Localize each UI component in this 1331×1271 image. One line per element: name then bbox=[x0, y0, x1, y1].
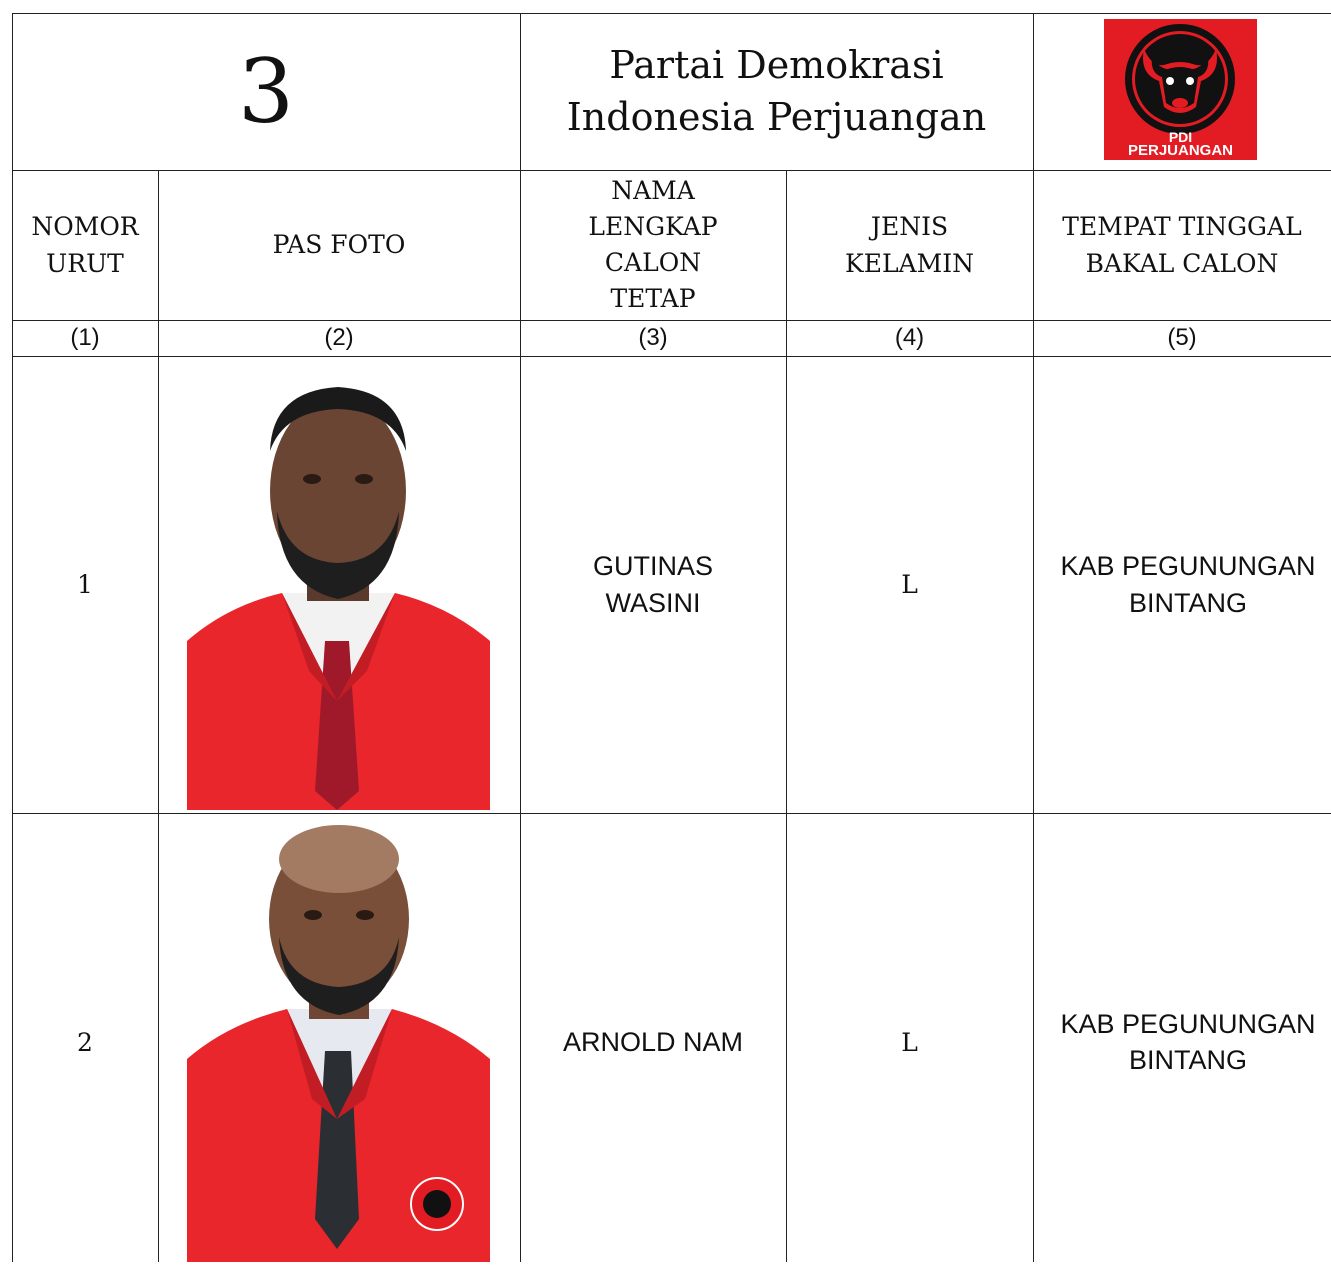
candidate-residence-line: KAB PEGUNUNGAN bbox=[1060, 551, 1316, 582]
column-header-line: CALON bbox=[604, 248, 702, 277]
candidate-residence bbox=[1033, 813, 1331, 1271]
table-border bbox=[12, 13, 1331, 14]
party-name-line2: Indonesia Perjuangan bbox=[566, 94, 987, 139]
party-number bbox=[12, 13, 520, 170]
logo-text-line2: PERJUANGAN bbox=[1127, 142, 1233, 159]
column-header-line: PAS FOTO bbox=[272, 230, 406, 260]
column-header-nama bbox=[520, 170, 786, 320]
logo-text bbox=[1104, 131, 1257, 157]
table-border bbox=[158, 170, 159, 1262]
table-border bbox=[1033, 13, 1034, 1262]
candidate-photo bbox=[187, 371, 490, 810]
column-header-line: NAMA bbox=[611, 175, 695, 205]
column-header-line: TEMPAT TINGGAL bbox=[1062, 211, 1302, 241]
candidate-name bbox=[520, 813, 786, 1271]
column-number-5: (5) bbox=[1167, 324, 1197, 351]
candidate-residence-line: KAB PEGUNUNGAN bbox=[1060, 1008, 1316, 1039]
logo-text-line1: PDI bbox=[1168, 129, 1193, 145]
candidate-portrait-icon bbox=[187, 819, 490, 1262]
candidate-gender: L bbox=[901, 1027, 918, 1057]
column-header-line: KELAMIN bbox=[845, 249, 974, 278]
column-header-line: BAKAL CALON bbox=[1085, 249, 1279, 278]
column-header-jenis-kelamin bbox=[786, 170, 1033, 320]
column-header-pas-foto bbox=[158, 170, 520, 320]
column-number-4: (4) bbox=[894, 324, 925, 351]
candidate-table bbox=[12, 13, 1331, 1262]
candidate-portrait-icon bbox=[187, 371, 490, 810]
candidate-residence-line: BINTANG bbox=[1128, 1045, 1247, 1075]
column-number-3: (3) bbox=[638, 324, 668, 351]
candidate-name-line: WASINI bbox=[605, 587, 701, 618]
table-border bbox=[12, 356, 1331, 357]
column-header-line: TETAP bbox=[610, 284, 696, 314]
party-logo bbox=[1104, 19, 1257, 160]
column-number-2: (2) bbox=[324, 324, 354, 351]
party-number-text: 3 bbox=[238, 39, 294, 143]
candidate-photo bbox=[187, 819, 490, 1262]
party-name-line1: Partai Demokrasi bbox=[609, 43, 944, 88]
party-name bbox=[520, 13, 1033, 170]
candidate-name bbox=[520, 356, 786, 813]
candidate-name-line: GUTINAS bbox=[592, 551, 713, 582]
candidate-number: 2 bbox=[77, 1027, 93, 1057]
candidate-number: 1 bbox=[77, 570, 93, 599]
candidate-residence bbox=[1033, 356, 1331, 813]
column-header-line: LENGKAP bbox=[588, 211, 718, 241]
table-border bbox=[12, 170, 1331, 171]
column-header-line: NOMOR bbox=[31, 211, 139, 241]
table-border bbox=[12, 813, 1331, 814]
candidate-gender: L bbox=[901, 570, 918, 599]
column-header-nomor-urut bbox=[12, 170, 158, 320]
column-number-1: (1) bbox=[70, 324, 100, 351]
table-border bbox=[12, 13, 13, 1262]
column-header-line: URUT bbox=[46, 249, 124, 278]
candidate-name-line: ARNOLD NAM bbox=[562, 1026, 744, 1057]
table-border bbox=[520, 13, 521, 1262]
candidate-residence-line: BINTANG bbox=[1128, 587, 1247, 618]
table-border bbox=[786, 170, 787, 1262]
table-border bbox=[12, 320, 1331, 321]
column-header-tempat-tinggal bbox=[1033, 170, 1331, 320]
column-header-line: JENIS bbox=[870, 211, 949, 241]
